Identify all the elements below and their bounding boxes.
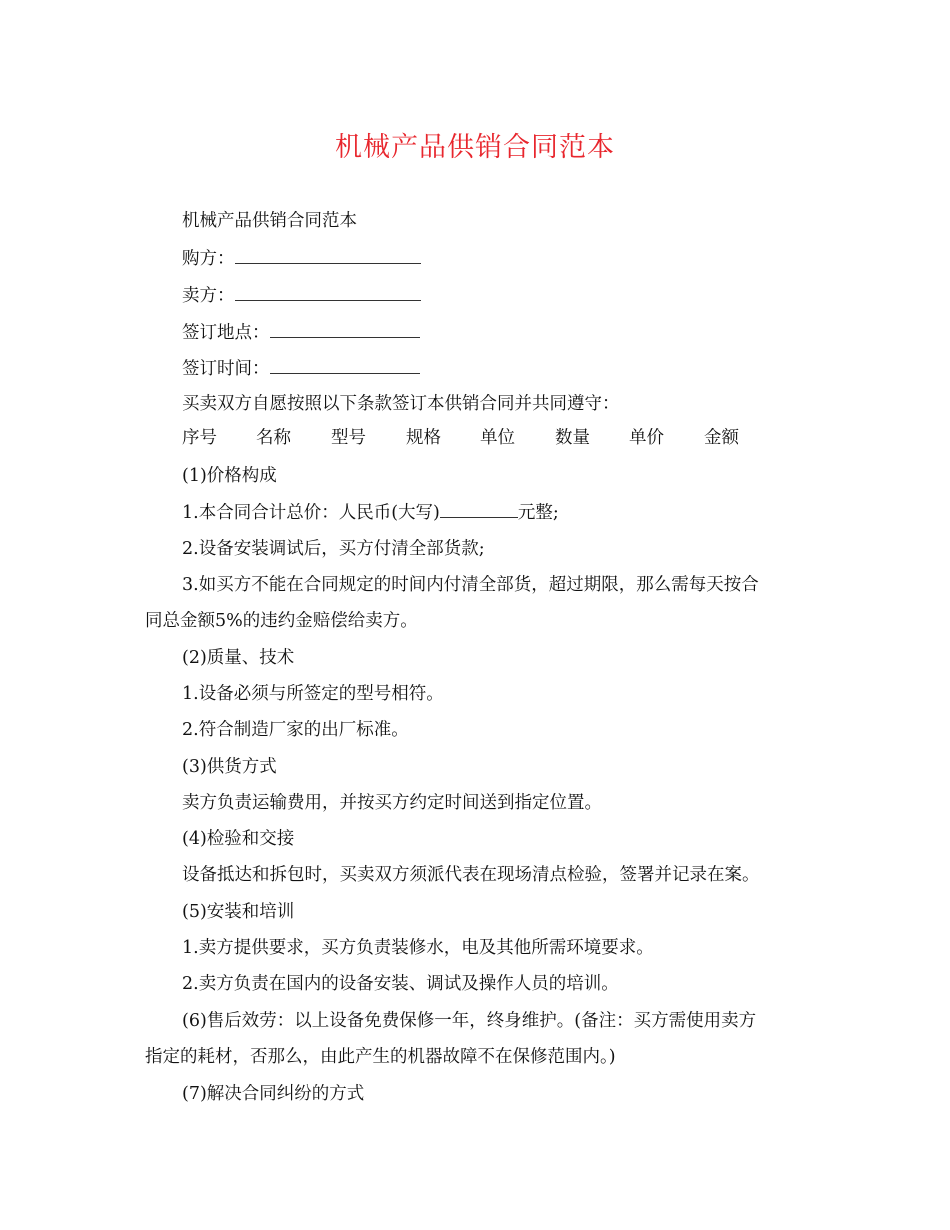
- time-blank: [270, 356, 420, 374]
- seller-field: [182, 283, 421, 309]
- section-heading: (5)安装和培训: [182, 902, 295, 922]
- buyer-label: 购方：: [182, 249, 235, 269]
- clause-text: 卖方负责运输费用，并按买方约定时间送到指定位置。: [182, 793, 602, 813]
- section-heading: (1)价格构成: [182, 466, 277, 486]
- section-heading: (2)质量、技术: [182, 648, 295, 668]
- column-header: 规格: [406, 428, 441, 448]
- intro-text: 买卖双方自愿按照以下条款签订本供销合同并共同遵守：: [182, 394, 620, 414]
- clause-text: (6)售后效劳：以上设备免费保修一年，终身维护。(备注：买方需使用卖方: [182, 1011, 757, 1031]
- column-header: 名称: [256, 428, 291, 448]
- document-title: 机械产品供销合同范本: [335, 132, 615, 163]
- clause-text: 同总金额5%的违约金赔偿给卖方。: [145, 611, 418, 631]
- contract-subtitle: 机械产品供销合同范本: [182, 211, 357, 231]
- clause-text: 2.符合制造厂家的出厂标准。: [182, 720, 409, 740]
- total-price-blank: [440, 500, 518, 518]
- clause-text: 2.卖方负责在国内的设备安装、调试及操作人员的培训。: [182, 974, 619, 994]
- clause-text: 3.如买方不能在合同规定的时间内付清全部货，超过期限，那么需每天按合: [182, 575, 759, 595]
- clause-text: 1.设备必须与所签定的型号相符。: [182, 684, 444, 704]
- section-heading: (7)解决合同纠纷的方式: [182, 1084, 365, 1104]
- clause-text: 2.设备安装调试后，买方付清全部货款;: [182, 539, 485, 559]
- seller-blank: [235, 283, 421, 301]
- column-header: 金额: [704, 428, 739, 448]
- section-heading: (4)检验和交接: [182, 829, 295, 849]
- clause-text: 指定的耗材，否那么，由此产生的机器故障不在保修范围内。): [145, 1047, 616, 1067]
- place-label: 签订地点：: [182, 323, 270, 343]
- total-price-line: [182, 500, 559, 526]
- clause-text: 1.卖方提供要求，买方负责装修水，电及其他所需环境要求。: [182, 938, 654, 958]
- seller-label: 卖方：: [182, 286, 235, 306]
- buyer-blank: [235, 246, 421, 264]
- time-label: 签订时间：: [182, 359, 270, 379]
- column-header: 序号: [182, 428, 217, 448]
- buyer-field: [182, 246, 421, 272]
- section-heading: (3)供货方式: [182, 757, 277, 777]
- clause-text: 设备抵达和拆包时，买卖双方须派代表在现场清点检验，签署并记录在案。: [182, 865, 760, 885]
- total-price-label: 1.本合同合计总价：人民币(大写): [182, 503, 440, 523]
- time-field: [182, 356, 420, 382]
- column-header: 单位: [480, 428, 515, 448]
- place-blank: [270, 320, 420, 338]
- column-header: 数量: [555, 428, 590, 448]
- column-header: 单价: [629, 428, 664, 448]
- total-price-suffix: 元整;: [517, 503, 559, 523]
- column-header: 型号: [331, 428, 366, 448]
- place-field: [182, 320, 420, 346]
